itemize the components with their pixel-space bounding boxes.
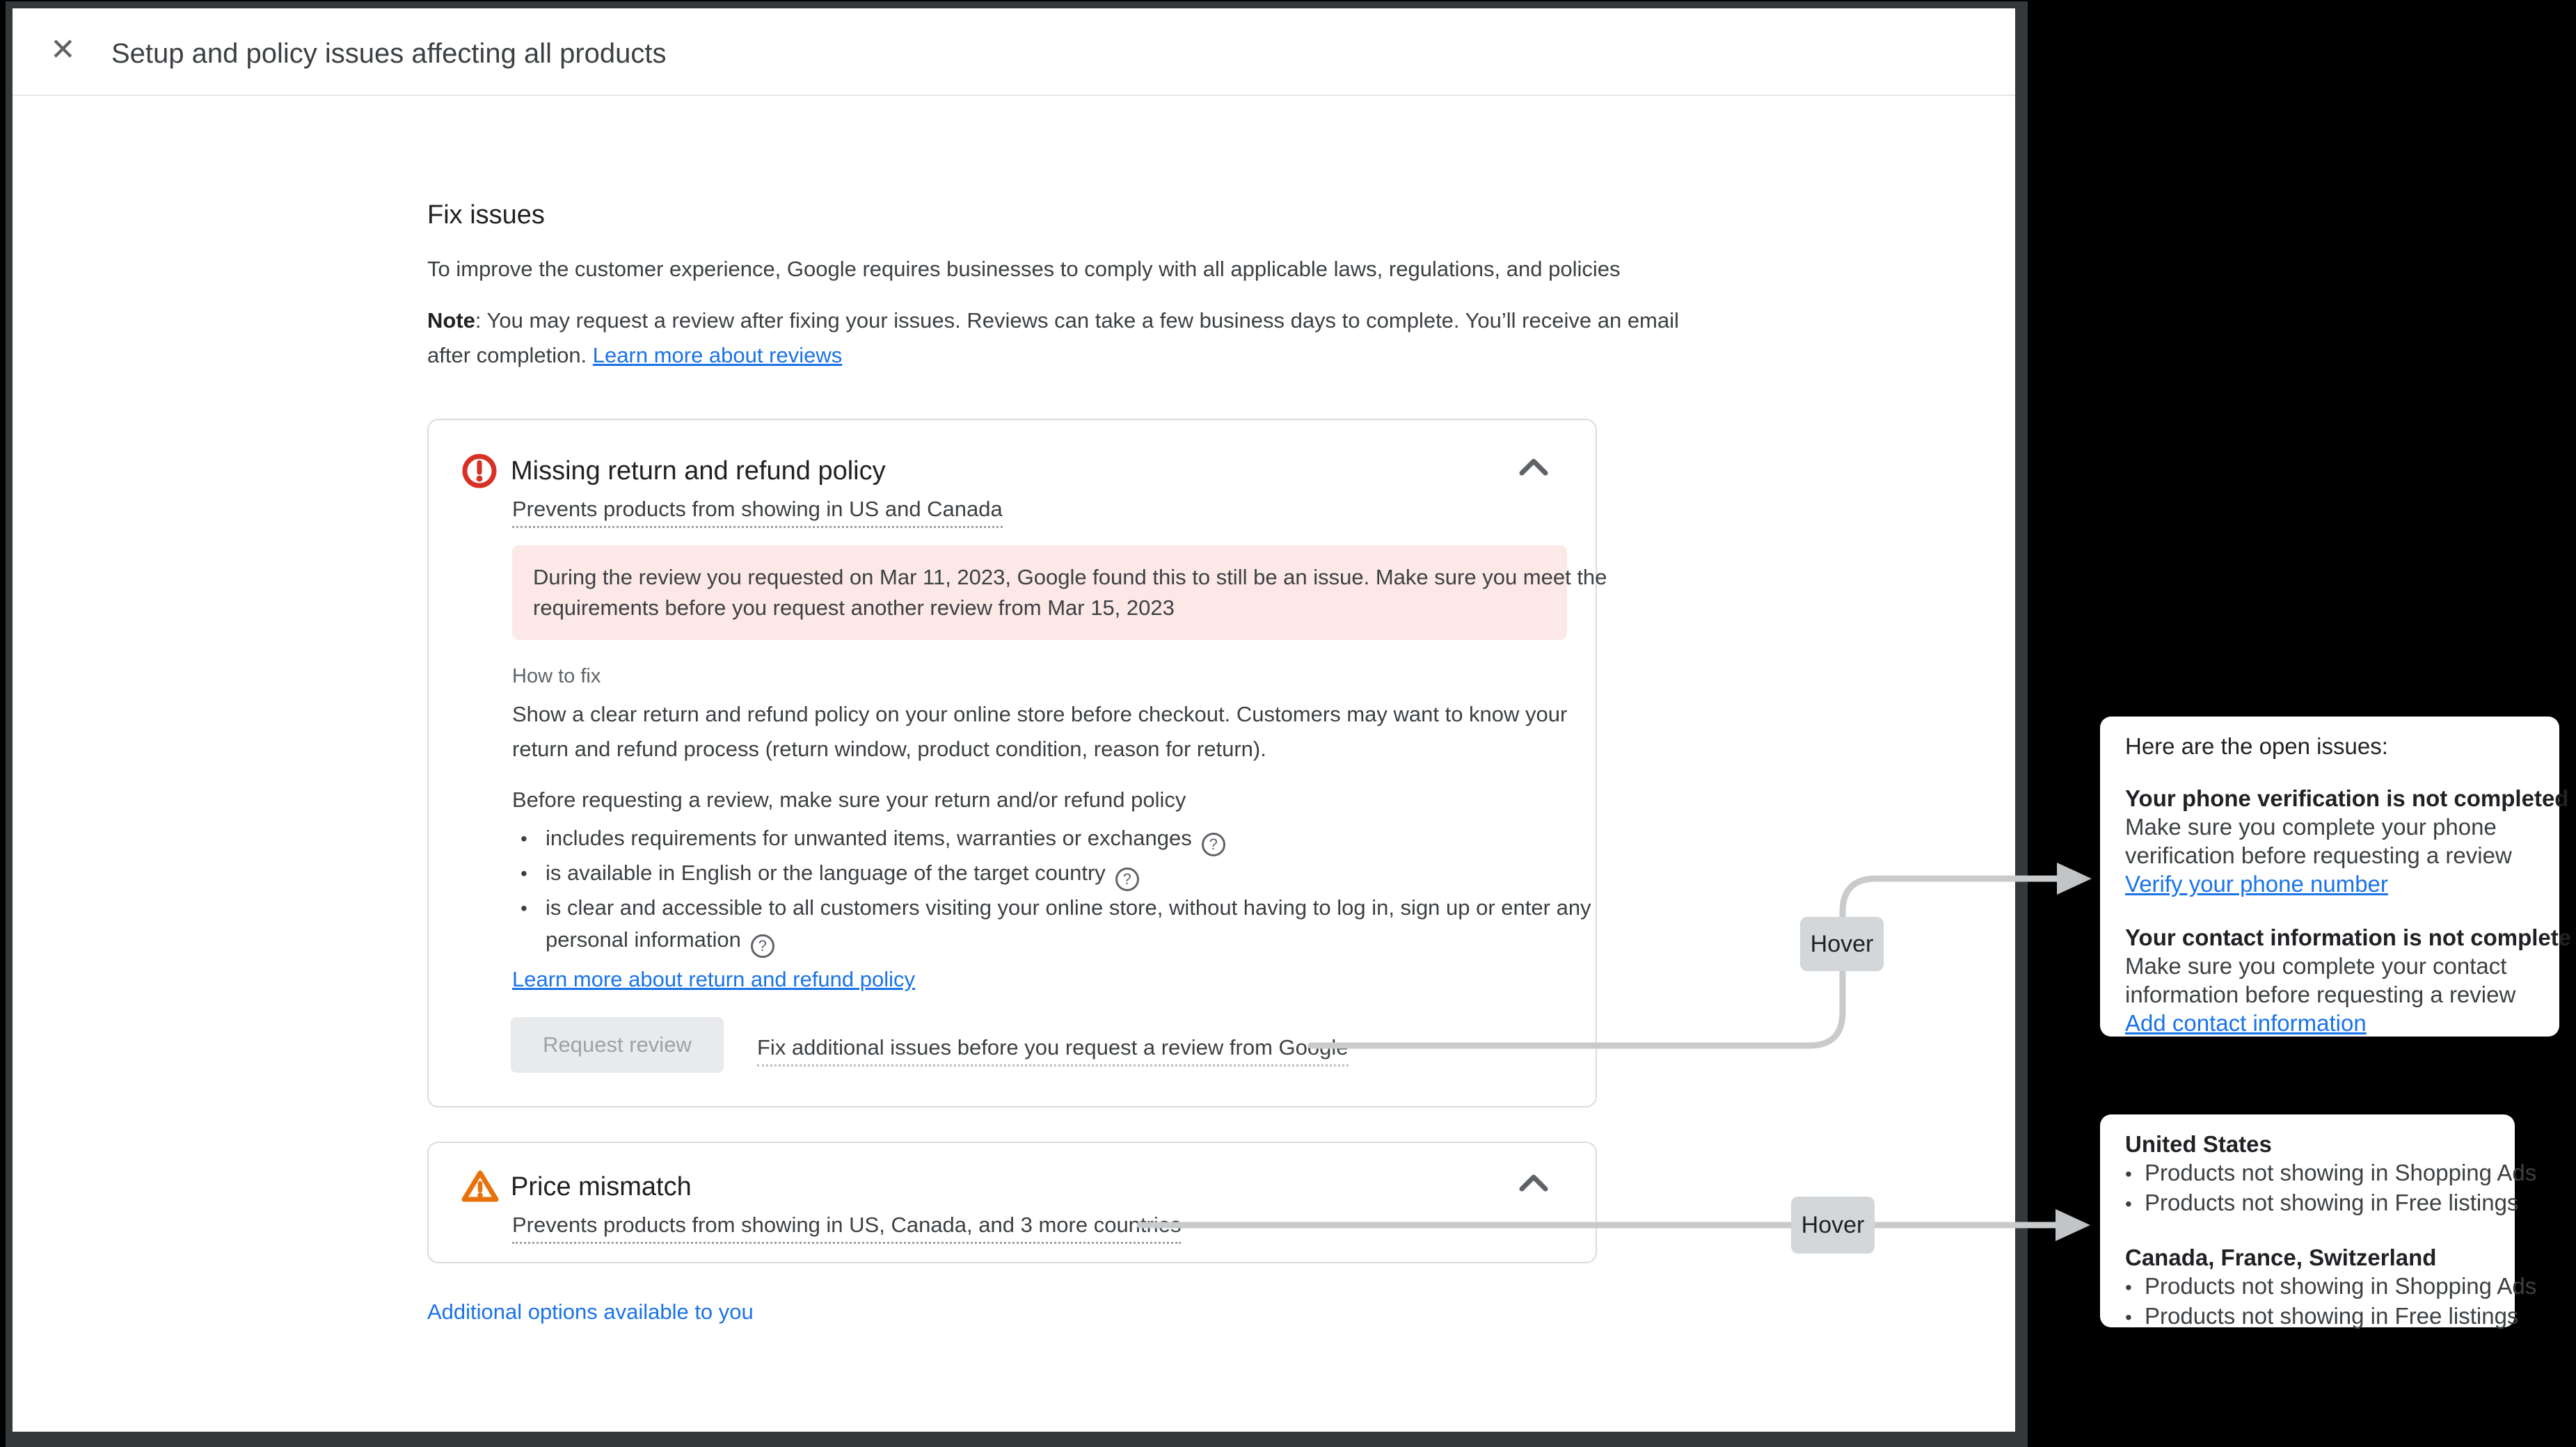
collapse-chevron-up-icon[interactable] bbox=[1518, 456, 1550, 481]
fix-additional-issues-text[interactable]: Fix additional issues before you request a review from Google bbox=[757, 1035, 1349, 1066]
note-paragraph bbox=[427, 303, 1679, 373]
help-icon[interactable]: ? bbox=[1202, 833, 1225, 856]
policy-bullet-2: • is available in English or the language of the target country ? bbox=[520, 857, 1139, 891]
help-icon[interactable]: ? bbox=[751, 934, 774, 958]
tooltip2-section-canada: Canada, France, Switzerland • Products not showing in Shopping Ads • Products not showing in Free listings bbox=[2125, 1245, 2537, 1329]
tooltip1-section-contact: Your contact information is not complete Make sure you complete your contact information before requesting a review Add contact information bbox=[2125, 925, 2572, 1036]
note-label: Note bbox=[427, 308, 475, 333]
issue2-subtitle[interactable]: Prevents products from showing in US, Canada, and 3 more countries bbox=[512, 1213, 1181, 1244]
how-to-fix-description: Show a clear return and refund policy on your online store before checkout. Customers may want to know your return and refund process (return window, product condition, reason for return). bbox=[512, 702, 1568, 761]
note-text-2: after completion. bbox=[427, 343, 587, 367]
dialog-header bbox=[13, 8, 2015, 96]
verify-phone-link[interactable]: Verify your phone number bbox=[2125, 871, 2388, 897]
bullet-icon: • bbox=[520, 897, 527, 919]
arrowhead-2 bbox=[2056, 1209, 2090, 1241]
open-issues-tooltip bbox=[2100, 717, 2572, 1037]
learn-more-reviews-link[interactable]: Learn more about reviews bbox=[592, 343, 843, 367]
hover-chip-2[interactable]: Hover bbox=[1791, 1197, 1875, 1254]
how-to-fix-label: How to fix bbox=[512, 665, 601, 687]
policy-bullet-3: • is clear and accessible to all customers visiting your online store, without having to log in, sign up or enter any personal information ? bbox=[520, 892, 1591, 958]
arrowhead-1 bbox=[2057, 863, 2092, 895]
issue-card-price-mismatch bbox=[427, 1142, 1597, 1263]
tooltip1-intro: Here are the open issues: bbox=[2125, 733, 2388, 759]
issue2-title: Price mismatch bbox=[511, 1172, 692, 1201]
fix-issues-heading: Fix issues bbox=[427, 200, 545, 230]
request-review-button[interactable]: Request review bbox=[511, 1017, 724, 1073]
bullet-icon: • bbox=[520, 828, 527, 849]
hover-chip-1[interactable]: Hover bbox=[1800, 917, 1884, 971]
issue1-subtitle[interactable]: Prevents products from showing in US and Canada bbox=[512, 497, 1003, 528]
issue-card-missing-return-policy bbox=[427, 419, 1607, 1108]
add-contact-link[interactable]: Add contact information bbox=[2125, 1010, 2367, 1036]
setup-policy-dialog bbox=[6, 1, 2028, 1447]
review-failed-notice: During the review you requested on Mar 11, 2023, Google found this to still be an issue. Make sure you meet the requirements before you request another review from Mar 15, 2023 bbox=[512, 545, 1567, 640]
tooltip2-section-us: United States • Products not showing in Shopping Ads • Products not showing in Free listings bbox=[2125, 1131, 2537, 1215]
intro-paragraph: To improve the customer experience, Google requires businesses to comply with all applicable laws, regulations, and policies bbox=[427, 257, 1621, 281]
before-review-text: Before requesting a review, make sure your return and/or refund policy bbox=[512, 788, 1186, 812]
note-text: : You may request a review after fixing your issues. Reviews can take a few business days to complete. You’ll receive an email bbox=[475, 308, 1679, 333]
tooltip1-section-phone: Your phone verification is not completed Make sure you complete your phone verification before requesting a review Verify your phone number bbox=[2125, 785, 2569, 897]
additional-options-link[interactable]: Additional options available to you bbox=[427, 1300, 754, 1324]
help-icon[interactable]: ? bbox=[1115, 868, 1139, 891]
error-icon bbox=[461, 452, 498, 493]
policy-bullet-1: • includes requirements for unwanted items, warranties or exchanges ? bbox=[520, 822, 1225, 856]
issue1-title: Missing return and refund policy bbox=[511, 456, 886, 486]
countries-tooltip bbox=[2100, 1114, 2537, 1329]
collapse-chevron-up-icon[interactable] bbox=[1518, 1172, 1550, 1197]
bullet-icon: • bbox=[520, 863, 527, 884]
warning-icon bbox=[461, 1168, 500, 1208]
close-icon[interactable]: ✕ bbox=[50, 33, 76, 67]
learn-more-return-policy-link[interactable]: Learn more about return and refund policy bbox=[512, 967, 916, 991]
dialog-title: Setup and policy issues affecting all products bbox=[111, 38, 667, 69]
